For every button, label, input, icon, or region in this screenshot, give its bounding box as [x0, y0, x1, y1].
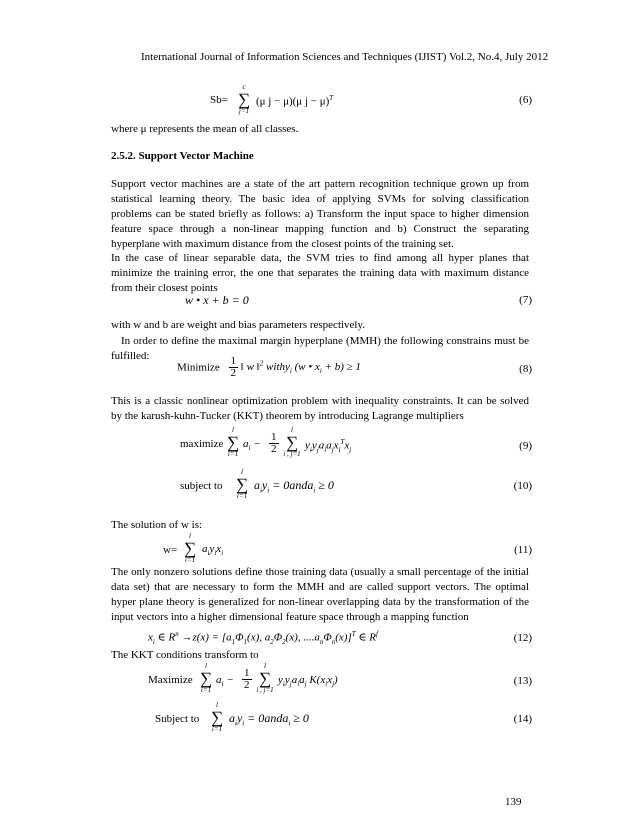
paragraph-linear-separable: In the case of linear separable data, the SVM tries to find among all hyper planes that minimize the training error, the one that separates the training data with maximum distance from their closest points: [111, 252, 529, 294]
eq6-body: (μ j − μ)(μ j − μ)$^T$: [256, 94, 334, 108]
section-heading: 2.5.2. Support Vector Machine: [111, 150, 254, 162]
eq7-number: (7): [519, 294, 532, 306]
eq11-number: (11): [514, 544, 532, 556]
equation-8: Minimize $\frac{1}{2}$ ‖ w ‖$^2$ withy$_i$ (w • $x_i + b) \ge 1$: [177, 355, 361, 379]
eq6-lhs: Sb=: [210, 94, 228, 106]
equation-14: Subject to l ∑ i=1 $a_iy_i$ = 0anda$_i$ ≥ 0: [155, 701, 309, 733]
equation-13: Maximize l ∑ i=1 $a_i$ − $\frac{1}{2}$ l ∑ i , j=1 $y_iy_ja_ia_j$ $K(x_ix_j)$: [148, 662, 338, 694]
equation-10: subject to l ∑ i=1 $a_iy_i$ = 0anda$_i$ ≥ 0: [180, 468, 334, 500]
equation-9: maximize l ∑ i=1 $a_i$ − $\frac{1}{2}$ l ∑ i , j=1 $y_iy_ja_ia_jx_i^Tx_j$: [180, 426, 352, 458]
where-mu-text: where μ represents the mean of all classes.: [111, 123, 299, 135]
journal-header: International Journal of Information Sciences and Techniques (IJIST) Vol.2, No.4, July 2012: [141, 51, 549, 63]
paragraph-mmh: In order to define the maximal margin hyperplane (MMH) the following constrains must be fulfilled:: [111, 335, 529, 362]
equation-12: $x_i$ ∈ $R^n \to z(x) = [a_1\Phi_1(x)$, $a_2\Phi_2(x)$, $....a_n\Phi_n(x)]^T$ ∈ $R^f$: [148, 630, 378, 646]
eq14-number: (14): [513, 713, 532, 725]
eq10-number: (10): [513, 480, 532, 492]
eq12-number: (12): [513, 632, 532, 644]
with-w-b-text: with w and b are weight and bias parameters respectively.: [111, 319, 366, 331]
eq6-sum: c ∑ j=1: [237, 83, 251, 115]
eq13-number: (13): [513, 675, 532, 687]
paragraph-support-vectors: The only nonzero solutions define those training data (usually a small percentage of the initial data set) that are necessary to form the MMH and are called support vectors. The optimal hyper plane theory is generalized for non-linear overlapping data by the transformation of the input vectors into a higher dimensional feature space through a mapping function: [111, 566, 529, 623]
eq8-number: (8): [519, 363, 532, 375]
equation-7: w • x + b = 0: [185, 293, 249, 307]
solution-w-text: The solution of w is:: [111, 519, 203, 531]
eq6-number: (6): [519, 94, 532, 106]
page-number: 139: [505, 796, 522, 808]
equation-11: w= l ∑ i=1 $a_iy_ix_i$: [163, 532, 224, 564]
paragraph-kkt: This is a classic nonlinear optimization problem with inequality constraints. It can be solved by the karush-kuhn-Tucker (KKT) theorem by introducing Lagrange multipliers: [111, 395, 529, 422]
kkt-transform-text: The KKT conditions transform to: [111, 649, 259, 661]
paragraph-svm-intro: Support vector machines are a state of the art pattern recognition technique grown up from statistical learning theory. The basic idea of applying SVMs for solving classification problems can be stated briefly as follows: a) Transform the input space to higher dimension feature space through a non-linear mapping function and b) Construct the separating hyperplane with maximum distance from the closest points of the training set.: [111, 178, 529, 250]
eq9-number: (9): [519, 440, 532, 452]
